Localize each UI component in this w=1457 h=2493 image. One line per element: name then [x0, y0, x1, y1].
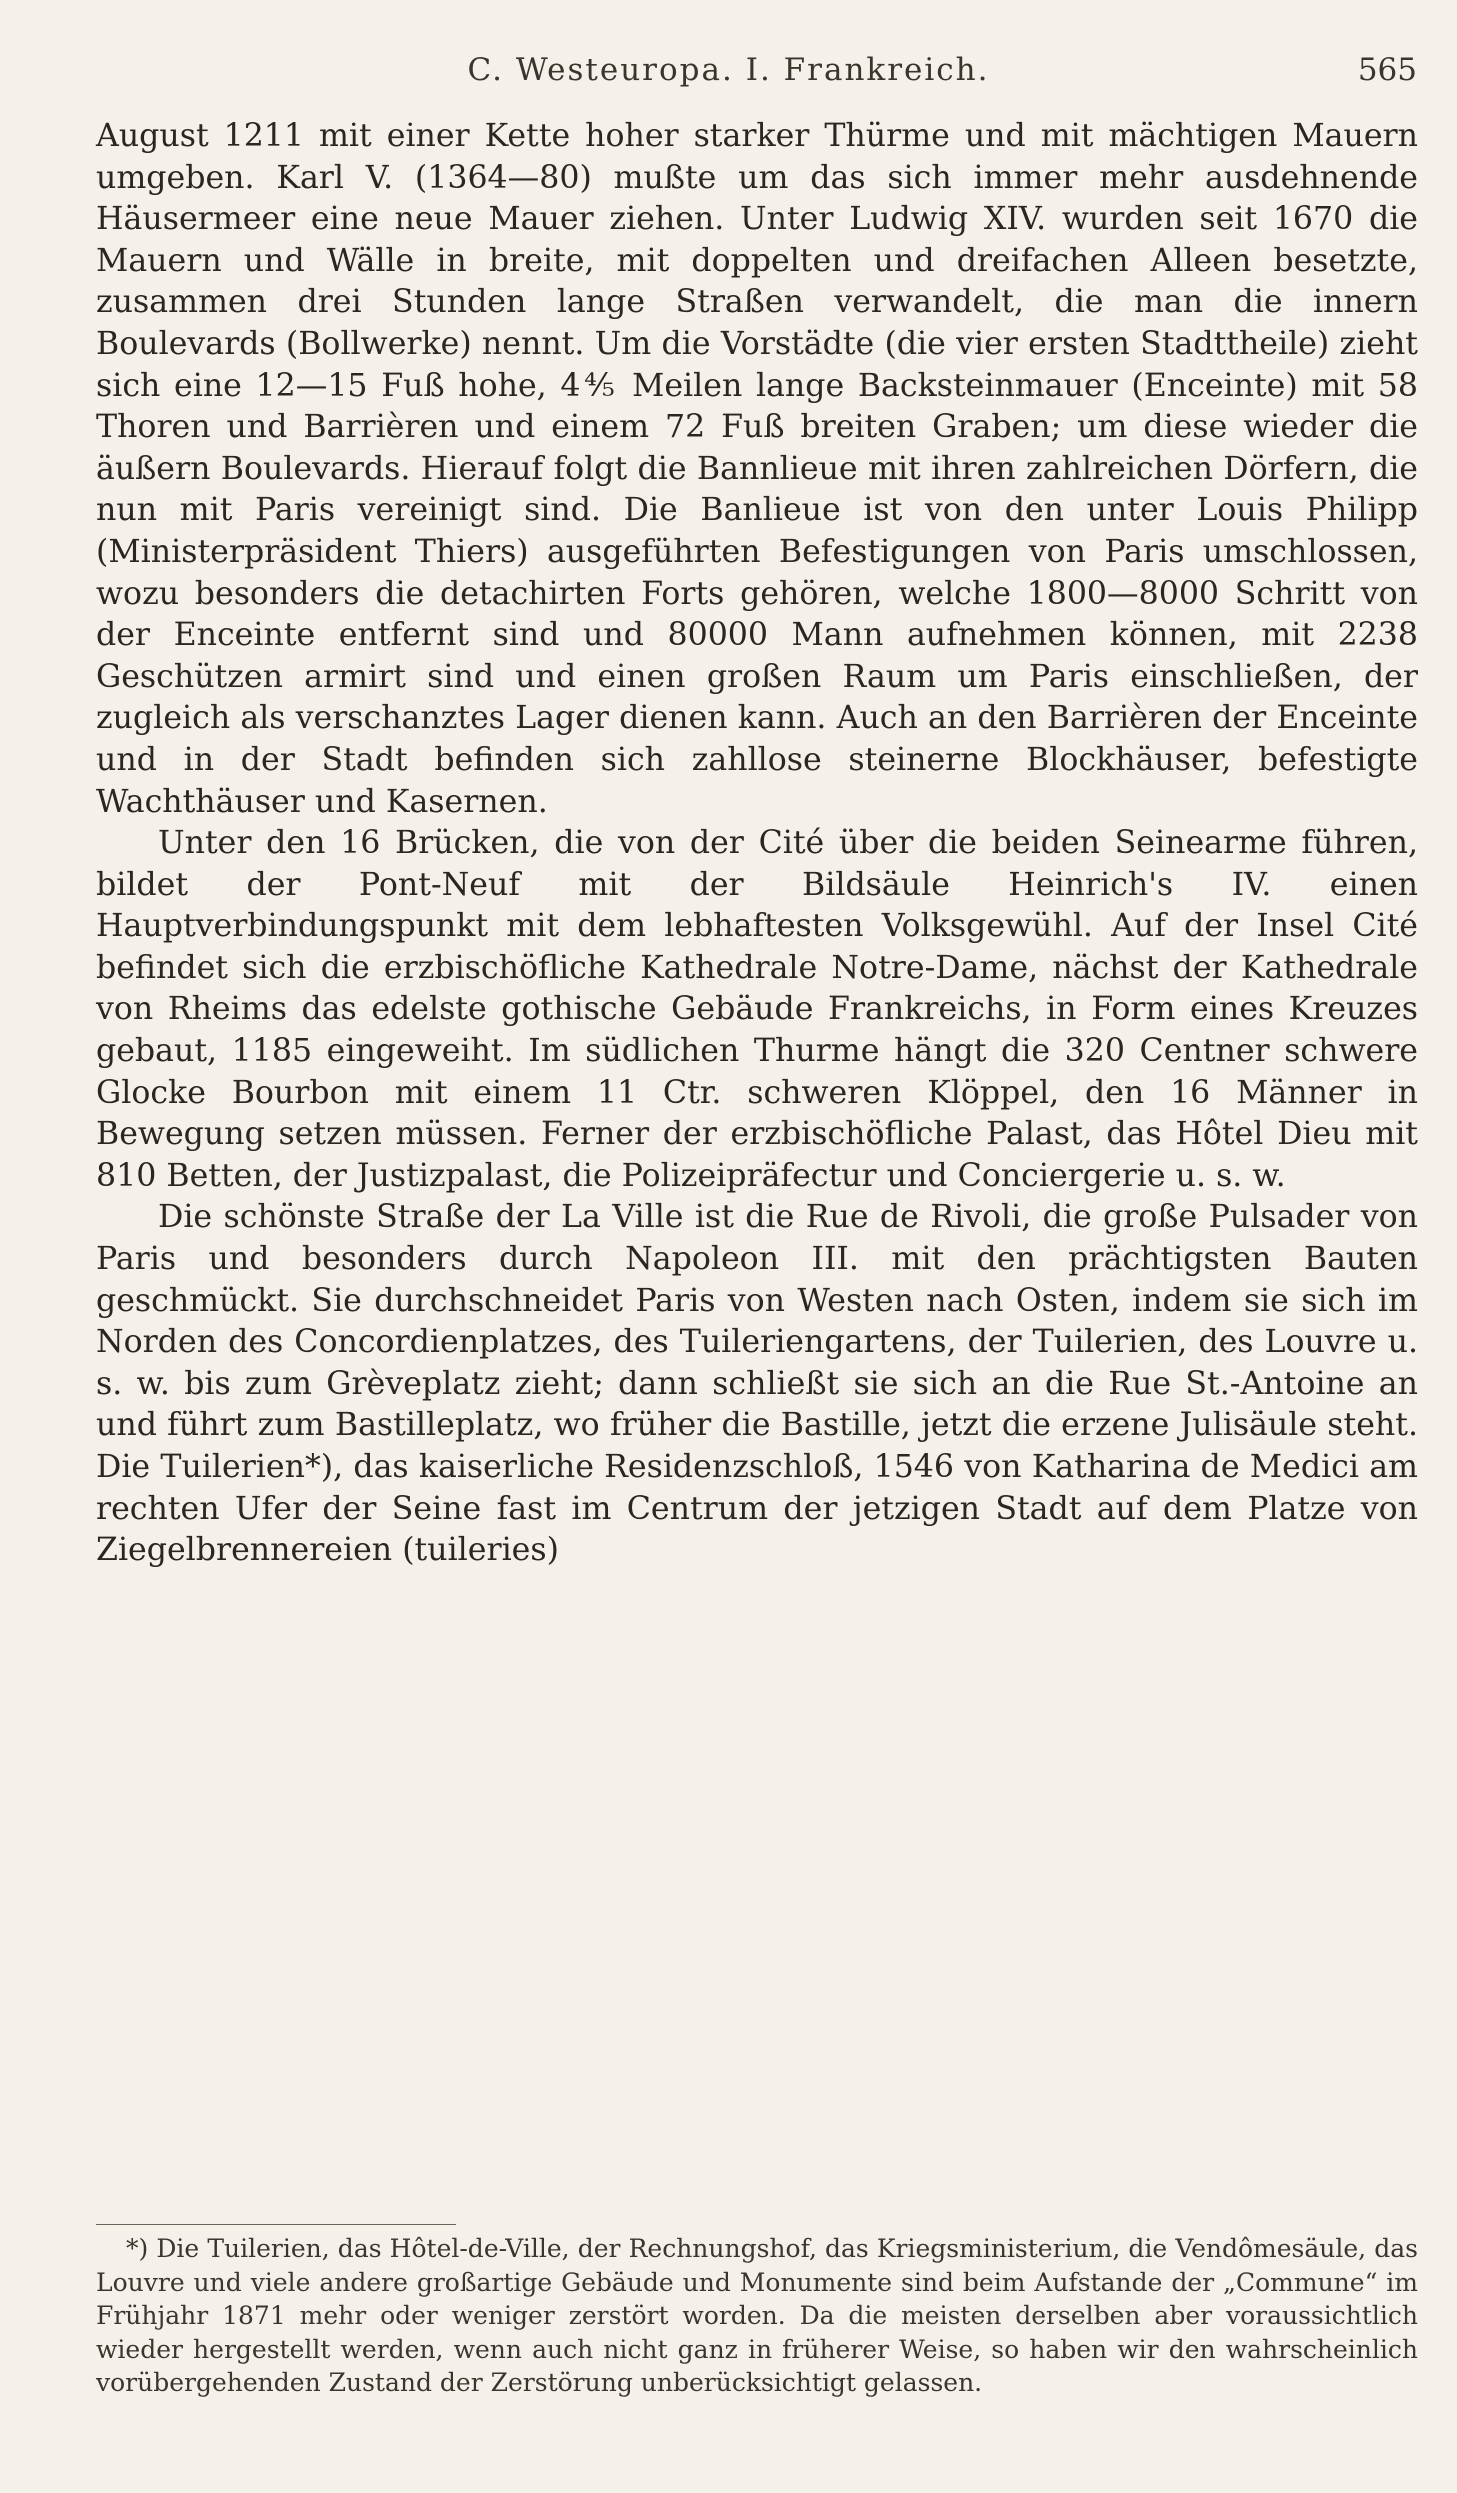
paragraph: Unter den 16 Brücken, die von der Cité über die beiden Seinearme führen, bildet der Pont-Neuf mit der Bildsäule Heinrich's IV. einen Hauptverbindungspunkt mit dem lebhaftesten Volksgewühl. Auf der Insel Cité befindet sich die erzbischöfliche Kathedrale Notre-Dame, nächst der Kathedrale von Rheims das edelste gothische Gebäude Frankreichs, in Form eines Kreuzes gebaut, 1185 eingeweiht. Im südlichen Thurme hängt die 320 Centner schwere Glocke Bourbon mit einem 11 Ctr. schweren Klöppel, den 16 Männer in Bewegung setzen müssen. Ferner der erzbischöfliche Palast, das Hôtel Dieu mit 810 Betten, der Justizpalast, die Polizeipräfectur und Conciergerie u. s. w. — [96, 825, 1418, 1194]
paragraph: Die schönste Straße der La Ville ist die Rue de Rivoli, die große Pulsader von Paris und besonders durch Napoleon III. mit den prächtigsten Bauten geschmückt. Sie durchschneidet Paris von Westen nach Osten, indem sie sich im Norden des Concordienplatzes, des Tuileriengartens, der Tuilerien, des Louvre u. s. w. bis zum Grèveplatz zieht; dann schließt sie sich an die Rue St.-Antoine an und führt zum Bastilleplatz, wo früher die Bastille, jetzt die erzene Julisäule steht. Die Tuilerien*), das kaiserliche Residenzschloß, 1546 von Katharina de Medici am rechten Ufer der Seine fast im Centrum der jetzigen Stadt auf dem Platze von Ziegelbrennereien (tuileries) — [96, 1199, 1418, 1569]
page-number: 565 — [1357, 52, 1417, 88]
running-head-title: C. Westeuropa. I. Frankreich. — [467, 52, 990, 88]
footnote-text: *) Die Tuilerien, das Hôtel-de-Ville, der Rechnungshof, das Kriegsministerium, die Vendômesäule, das Louvre und viele andere großartige Gebäude und Monumente sind beim Aufstande der „Commune“ im Frühjahr 1871 mehr oder weniger zerstört worden. Da die meisten derselben aber voraussichtlich wieder hergestellt werden, wenn auch nicht ganz in früherer Weise, so haben wir den wahrscheinlich vorübergehenden Zustand der Zerstörung unberücksichtigt gelassen. — [96, 2234, 1418, 2397]
footnote — [96, 2232, 1418, 2400]
body-text — [96, 116, 1418, 1572]
footnote-rule — [96, 2224, 456, 2225]
running-head — [0, 52, 1457, 102]
paragraph: August 1211 mit einer Kette hoher starker Thürme und mit mächtigen Mauern umgeben. Karl V. (1364—80) mußte um das sich immer mehr ausdehnende Häusermeer eine neue Mauer ziehen. Unter Ludwig XIV. wurden seit 1670 die Mauern und Wälle in breite, mit doppelten und dreifachen Alleen besetzte, zusammen drei Stunden lange Straßen verwandelt, die man die innern Boulevards (Bollwerke) nennt. Um die Vorstädte (die vier ersten Stadttheile) zieht sich eine 12—15 Fuß hohe, 4⅘ Meilen lange Backsteinmauer (Enceinte) mit 58 Thoren und Barrièren und einem 72 Fuß breiten Graben; um diese wieder die äußern Boulevards. Hierauf folgt die Bannlieue mit ihren zahlreichen Dörfern, die nun mit Paris vereinigt sind. Die Banlieue ist von den unter Louis Philipp (Ministerpräsident Thiers) ausgeführten Befestigungen von Paris umschlossen, wozu besonders die detachirten Forts gehören, welche 1800—8000 Schritt von der Enceinte entfernt sind und 80000 Mann aufnehmen können, mit 2238 Geschützen armirt sind und einen großen Raum um Paris einschließen, der zugleich als verschanztes Lager dienen kann. Auch an den Barrièren der Enceinte und in der Stadt befinden sich zahllose steinerne Blockhäuser, befestigte Wachthäuser und Kasernen. — [96, 118, 1418, 820]
